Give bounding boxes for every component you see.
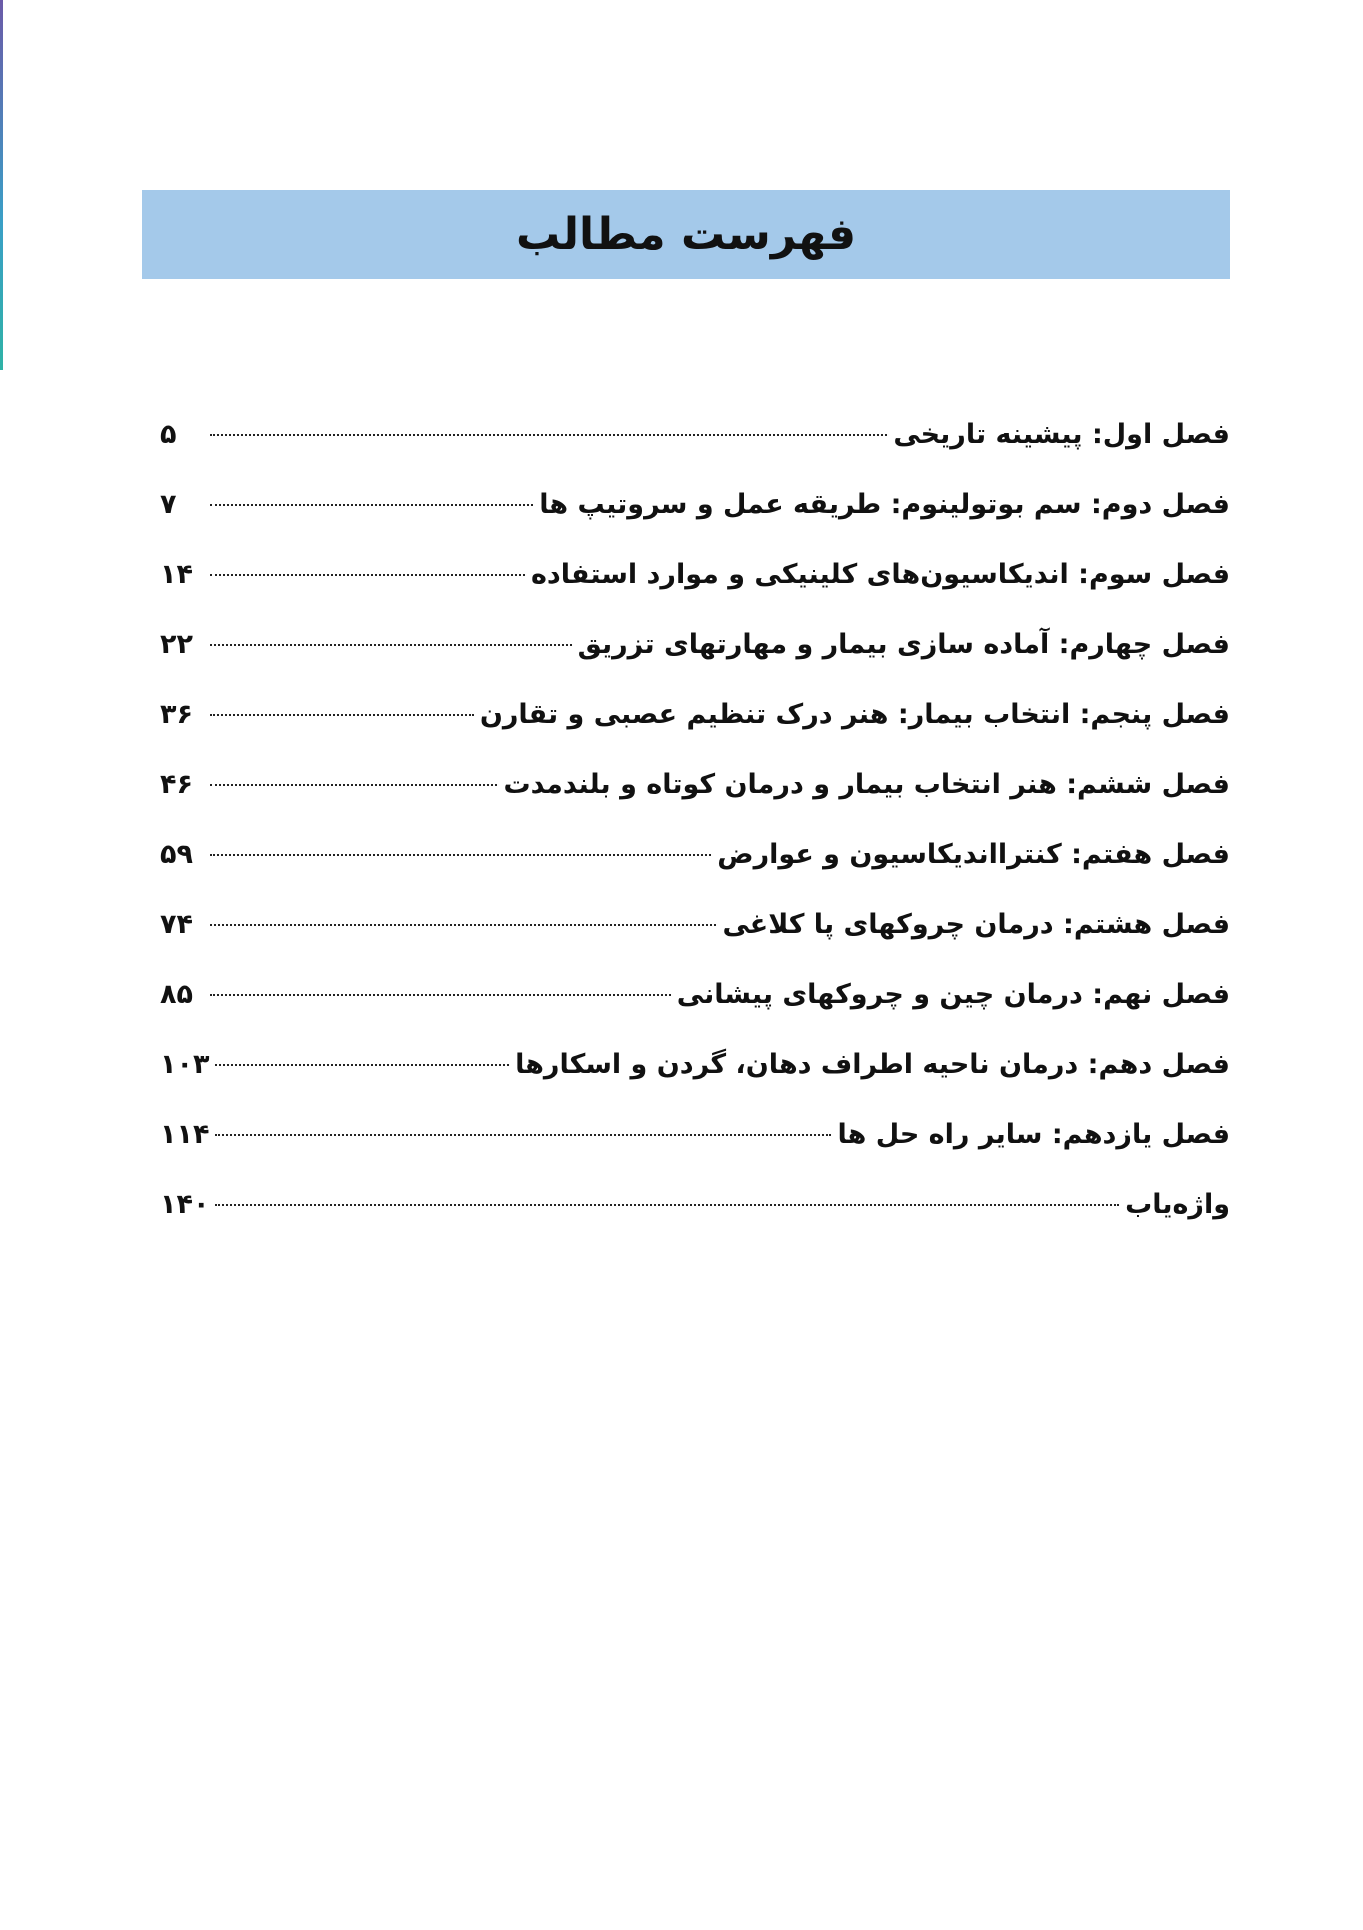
toc-entry-title: فصل اول: پیشینه تاریخی [893,419,1230,450]
page-title: فهرست مطالب [515,208,857,260]
dot-leader [215,1134,831,1136]
toc-entry-page: ۱۴۰ [160,1189,210,1220]
toc-entry-title: فصل چهارم: آماده سازی بیمار و مهارتهای تزریق [577,629,1230,660]
dot-leader [215,1064,509,1066]
dot-leader [210,994,671,996]
toc-entry-title: فصل دوم: سم بوتولینوم: طریقه عمل و سروتیپ ها [539,489,1230,520]
toc-entry-page: ۳۶ [160,699,193,730]
title-banner [142,190,1230,279]
toc-entry-title: فصل یازدهم: سایر راه حل ها [837,1119,1230,1150]
toc-entry-chapter-2[interactable] [160,470,1230,540]
toc-entry-page: ۵ [160,419,177,450]
toc-entry-chapter-5[interactable] [160,680,1230,750]
toc-entry-chapter-7[interactable] [160,820,1230,890]
dot-leader [210,784,497,786]
dot-leader [210,504,533,506]
toc-entry-chapter-10[interactable] [160,1030,1230,1100]
page-edge-accent [0,0,3,370]
toc-entry-chapter-3[interactable] [160,540,1230,610]
toc-entry-title: فصل سوم: اندیکاسیون‌های کلینیکی و موارد استفاده [530,559,1230,590]
dot-leader [210,714,474,716]
toc-entry-chapter-11[interactable] [160,1100,1230,1170]
toc-entry-title: فصل نهم: درمان چین و چروکهای پیشانی [676,979,1230,1010]
toc-entry-page: ۸۵ [160,979,193,1010]
toc-entry-index[interactable] [160,1170,1230,1240]
toc-entry-chapter-4[interactable] [160,610,1230,680]
toc-entry-page: ۵۹ [160,839,193,870]
toc-entry-page: ۷۴ [160,909,193,940]
dot-leader [210,854,711,856]
toc-entry-chapter-8[interactable] [160,890,1230,960]
toc-entry-page: ۷ [160,489,177,520]
toc-entry-page: ۴۶ [160,769,193,800]
dot-leader [210,434,887,436]
toc-entry-chapter-9[interactable] [160,960,1230,1030]
toc-entry-title: فصل هفتم: کنترااندیکاسیون و عوارض [717,839,1230,870]
toc-entry-title: فصل ششم: هنر انتخاب بیمار و درمان کوتاه و بلندمدت [503,769,1230,800]
toc-entry-title: فصل پنجم: انتخاب بیمار: هنر درک تنظیم عصبی و تقارن [479,699,1230,730]
toc-entry-page: ۱۴ [160,559,193,590]
toc-entry-page: ۱۱۴ [160,1119,210,1150]
toc-entry-page: ۱۰۳ [160,1049,210,1080]
dot-leader [210,644,572,646]
table-of-contents [160,400,1230,1240]
toc-entry-chapter-1[interactable] [160,400,1230,470]
toc-entry-page: ۲۲ [160,629,193,660]
toc-entry-chapter-6[interactable] [160,750,1230,820]
dot-leader [210,924,716,926]
dot-leader [215,1204,1119,1206]
toc-entry-title: واژه‌یاب [1125,1189,1230,1220]
dot-leader [210,574,525,576]
toc-entry-title: فصل هشتم: درمان چروکهای پا کلاغی [722,909,1230,940]
toc-entry-title: فصل دهم: درمان ناحیه اطراف دهان، گردن و اسکارها [515,1049,1230,1080]
